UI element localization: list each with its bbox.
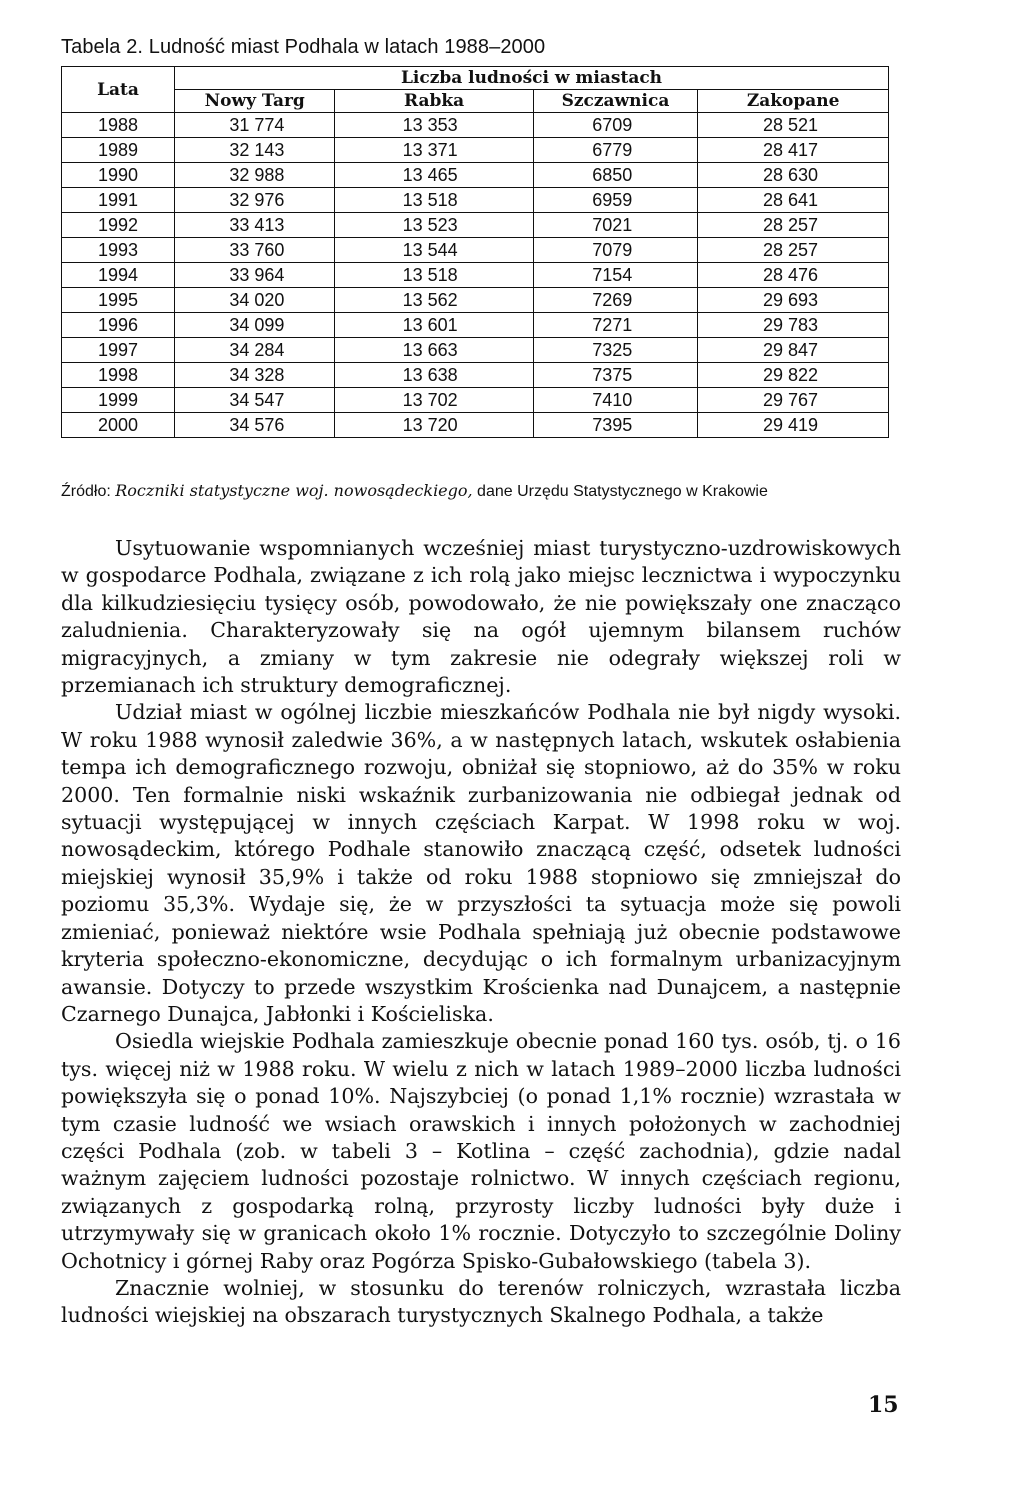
- value-cell: 29 847: [698, 338, 889, 363]
- value-cell: 7375: [533, 363, 698, 388]
- table-row: [62, 163, 889, 188]
- source-label: Źródło:: [61, 483, 116, 500]
- value-cell: 7410: [533, 388, 698, 413]
- value-cell: 13 518: [335, 188, 533, 213]
- value-cell: 34 576: [175, 413, 335, 438]
- value-cell: 29 767: [698, 388, 889, 413]
- table-row: [62, 363, 889, 388]
- page-number: 15: [868, 1392, 899, 1418]
- value-cell: 32 976: [175, 188, 335, 213]
- value-cell: 7271: [533, 313, 698, 338]
- column-header-row: [62, 90, 889, 113]
- table-caption: Tabela 2. Ludność miast Podhala w latach 1988–2000: [61, 36, 546, 58]
- body-text: [61, 535, 901, 1330]
- value-cell: 6779: [533, 138, 698, 163]
- value-cell: 33 964: [175, 263, 335, 288]
- column-header: Nowy Targ: [175, 90, 335, 113]
- value-cell: 33 760: [175, 238, 335, 263]
- value-cell: 13 371: [335, 138, 533, 163]
- value-cell: 6959: [533, 188, 698, 213]
- year-cell: 1990: [62, 163, 175, 188]
- value-cell: 34 547: [175, 388, 335, 413]
- year-cell: 1988: [62, 113, 175, 138]
- value-cell: 29 419: [698, 413, 889, 438]
- column-header: Szczawnica: [533, 90, 698, 113]
- year-cell: 1998: [62, 363, 175, 388]
- value-cell: 13 353: [335, 113, 533, 138]
- year-cell: 1991: [62, 188, 175, 213]
- column-header: Rabka: [335, 90, 533, 113]
- year-cell: 1996: [62, 313, 175, 338]
- population-table: [61, 66, 889, 438]
- value-cell: 31 774: [175, 113, 335, 138]
- table-row: [62, 213, 889, 238]
- value-cell: 29 822: [698, 363, 889, 388]
- value-cell: 28 641: [698, 188, 889, 213]
- table-source: [61, 481, 768, 501]
- header-group: Liczba ludności w miastach: [175, 67, 889, 90]
- value-cell: 28 257: [698, 238, 889, 263]
- paragraph: Znacznie wolniej, w stosunku do terenów rolniczych, wzrastała liczba ludności wiejskiej na obszarach turystycznych Skalnego Podhala, a także: [61, 1275, 901, 1328]
- header-years: Lata: [62, 67, 175, 113]
- table-row: [62, 338, 889, 363]
- value-cell: 32 988: [175, 163, 335, 188]
- year-cell: 1994: [62, 263, 175, 288]
- value-cell: 34 020: [175, 288, 335, 313]
- value-cell: 7154: [533, 263, 698, 288]
- year-cell: 1999: [62, 388, 175, 413]
- table-row: [62, 388, 889, 413]
- value-cell: 28 521: [698, 113, 889, 138]
- year-cell: 1993: [62, 238, 175, 263]
- value-cell: 6850: [533, 163, 698, 188]
- value-cell: 13 601: [335, 313, 533, 338]
- value-cell: 29 783: [698, 313, 889, 338]
- value-cell: 13 702: [335, 388, 533, 413]
- table-row: [62, 113, 889, 138]
- table-row: [62, 288, 889, 313]
- value-cell: 7079: [533, 238, 698, 263]
- value-cell: 7395: [533, 413, 698, 438]
- value-cell: 6709: [533, 113, 698, 138]
- table-row: [62, 238, 889, 263]
- table-row: [62, 313, 889, 338]
- value-cell: 32 143: [175, 138, 335, 163]
- table-row: [62, 188, 889, 213]
- value-cell: 33 413: [175, 213, 335, 238]
- value-cell: 13 720: [335, 413, 533, 438]
- value-cell: 13 523: [335, 213, 533, 238]
- table-row: [62, 138, 889, 163]
- paragraph: Usytuowanie wspomnianych wcześniej miast turystyczno-uzdrowiskowych w gospodarce Podhala, związane z ich rolą jako miejsc lecznictwa i wypoczynku dla kilkudziesięciu tysięcy osób, powodowało, że nie powiększały one znacząco zaludnienia. Charakteryzowały się na ogół ujemnym bilansem ruchów migracyjnych, a zmiany w tym zakresie nie odegrały większej roli w przemianach ich struktury demograficznej.: [61, 536, 901, 698]
- value-cell: 28 630: [698, 163, 889, 188]
- value-cell: 7269: [533, 288, 698, 313]
- value-cell: 29 693: [698, 288, 889, 313]
- source-rest: dane Urzędu Statystycznego w Krakowie: [472, 483, 768, 500]
- value-cell: 13 465: [335, 163, 533, 188]
- value-cell: 34 099: [175, 313, 335, 338]
- paragraph: Osiedla wiejskie Podhala zamieszkuje obecnie ponad 160 tys. osób, tj. o 16 tys. więcej niż w 1988 roku. W wielu z nich w latach 1989–2000 liczba ludności powiększyła się o ponad 10%. Najszybciej (o ponad 1,1% rocznie) wzrastała w tym czasie ludność we wsiach orawskich i innych położonych w zachodniej części Podhala (zob. w tabeli 3 – Kotlina – część zachodnia), gdzie nadal ważnym zajęciem ludności pozostaje rolnictwo. W innych częściach regionu, związanych z gospodarką rolną, przyrosty liczby ludności były duże i utrzymywały się w granicach około 1% rocznie. Dotyczyło to szczególnie Doliny Ochotnicy i górnej Raby oraz Pogórza Spisko-Gubałowskiego (tabela 3).: [61, 1029, 901, 1273]
- value-cell: 13 663: [335, 338, 533, 363]
- value-cell: 13 562: [335, 288, 533, 313]
- value-cell: 13 544: [335, 238, 533, 263]
- value-cell: 34 284: [175, 338, 335, 363]
- value-cell: 28 476: [698, 263, 889, 288]
- source-italic: Roczniki statystyczne woj. nowosądeckiego,: [115, 481, 473, 500]
- year-cell: 1997: [62, 338, 175, 363]
- year-cell: 2000: [62, 413, 175, 438]
- value-cell: 34 328: [175, 363, 335, 388]
- value-cell: 28 257: [698, 213, 889, 238]
- value-cell: 7325: [533, 338, 698, 363]
- year-cell: 1989: [62, 138, 175, 163]
- table-body: [62, 113, 889, 438]
- table-row: [62, 263, 889, 288]
- year-cell: 1995: [62, 288, 175, 313]
- year-cell: 1992: [62, 213, 175, 238]
- value-cell: 13 638: [335, 363, 533, 388]
- column-header: Zakopane: [698, 90, 889, 113]
- paragraph: Udział miast w ogólnej liczbie mieszkańców Podhala nie był nigdy wysoki. W roku 1988 wynosił zaledwie 36%, a w następnych latach, wskutek osłabienia tempa ich demograficznego rozwoju, obniżał się stopniowo, aż do 35% w roku 2000. Ten formalnie niski wskaźnik zurbanizowania nie odbiegał jednak od sytuacji występującej w innych częściach Karpat. W 1998 roku w woj. nowosądeckim, którego Podhale stanowiło znaczącą część, odsetek ludności miejskiej wynosił 35,9% i także od roku 1988 stopniowo się zmniejszał do poziomu 35,3%. Wydaje się, że w przyszłości ta sytuacja może się powoli zmieniać, ponieważ niektóre wsie Podhala spełniają już obecnie podstawowe kryteria społeczno-ekonomiczne, decydując o ich formalnym urbanizacyjnym awansie. Dotyczy to przede wszystkim Krościenka nad Dunajcem, a następnie Czarnego Dunajca, Jabłonki i Kościeliska.: [61, 700, 901, 1026]
- value-cell: 7021: [533, 213, 698, 238]
- table-row: [62, 413, 889, 438]
- value-cell: 13 518: [335, 263, 533, 288]
- value-cell: 28 417: [698, 138, 889, 163]
